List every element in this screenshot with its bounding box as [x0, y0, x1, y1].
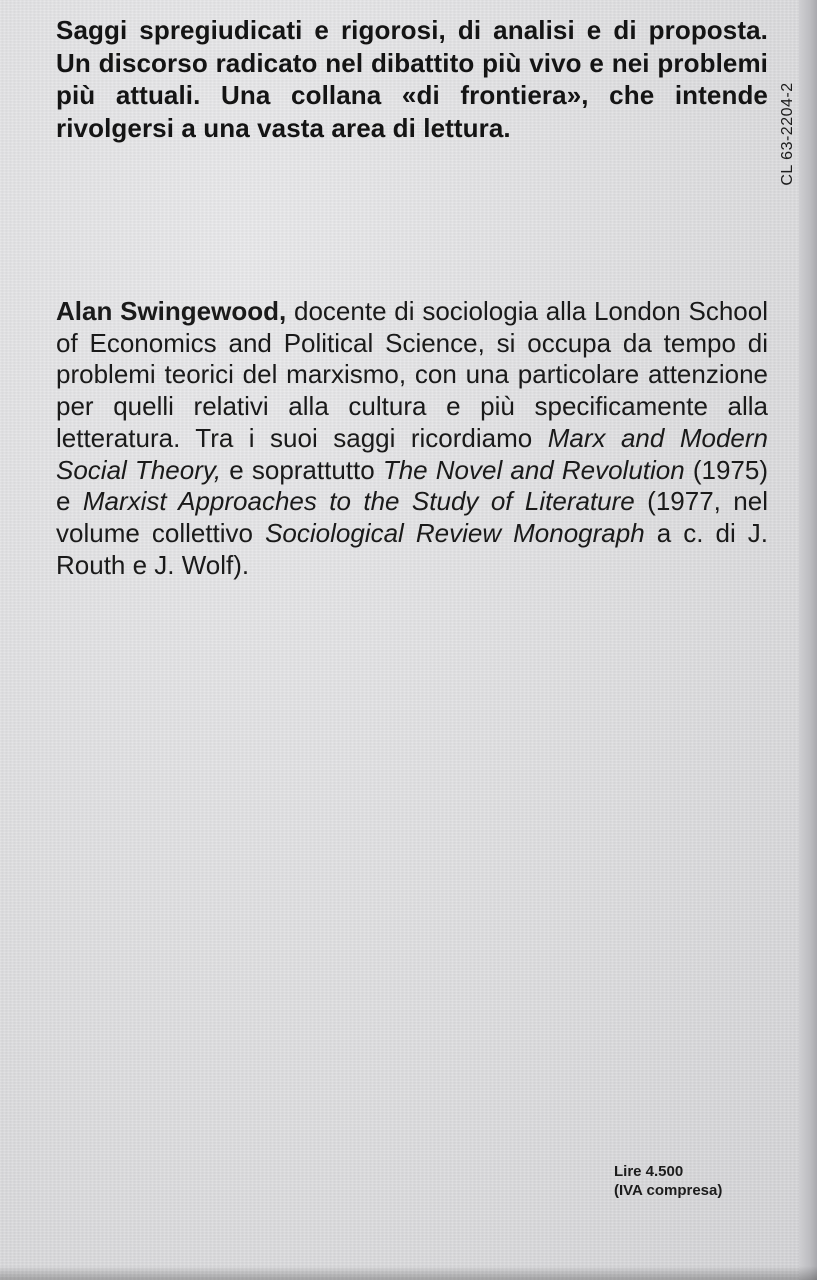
bottom-shadow	[0, 1266, 817, 1280]
bio-text-1: docente di sociologia alla London School of Economics and Political Science, si occupa da tempo di problemi teorici del marxismo, con una particolare attenzione per quelli relativi alla cultura e più specificamente alla letteratura. Tra i suoi saggi ricordiamo	[56, 296, 769, 453]
bio-text-2: e soprattutto	[221, 454, 383, 485]
book-title-3: Marxist Approaches to the Study of Literature	[82, 486, 635, 517]
book-title-2: The Novel and Revolution	[382, 454, 685, 485]
catalog-code-text: CL 63-2204-2	[779, 82, 796, 186]
spine-edge	[799, 0, 817, 1280]
book-title-1: Marx and Modern Social Theory,	[56, 422, 768, 485]
bio-text-4: (1977, nel volume collettivo	[56, 486, 768, 548]
bio-text-5: a c. di J. Routh e J. Wolf).	[56, 517, 768, 580]
series-blurb: Saggi spregiudicati e rigorosi, di analisi e di proposta. Un discorso radicato nel dibattito più vivo e nei problemi più attuali. Una collana «di frontiera», che intende rivolgersi a una vasta area di lettura.	[56, 15, 768, 143]
author-name: Alan Swingewood,	[56, 296, 287, 326]
book-title-4: Sociological Review Monograph	[265, 517, 645, 548]
price-box	[614, 1162, 784, 1200]
author-bio	[56, 296, 768, 581]
bio-text-3: (1975) e	[56, 454, 768, 517]
price-amount: Lire 4.500	[614, 1163, 684, 1180]
price-vat-note: (IVA compresa)	[614, 1182, 723, 1199]
